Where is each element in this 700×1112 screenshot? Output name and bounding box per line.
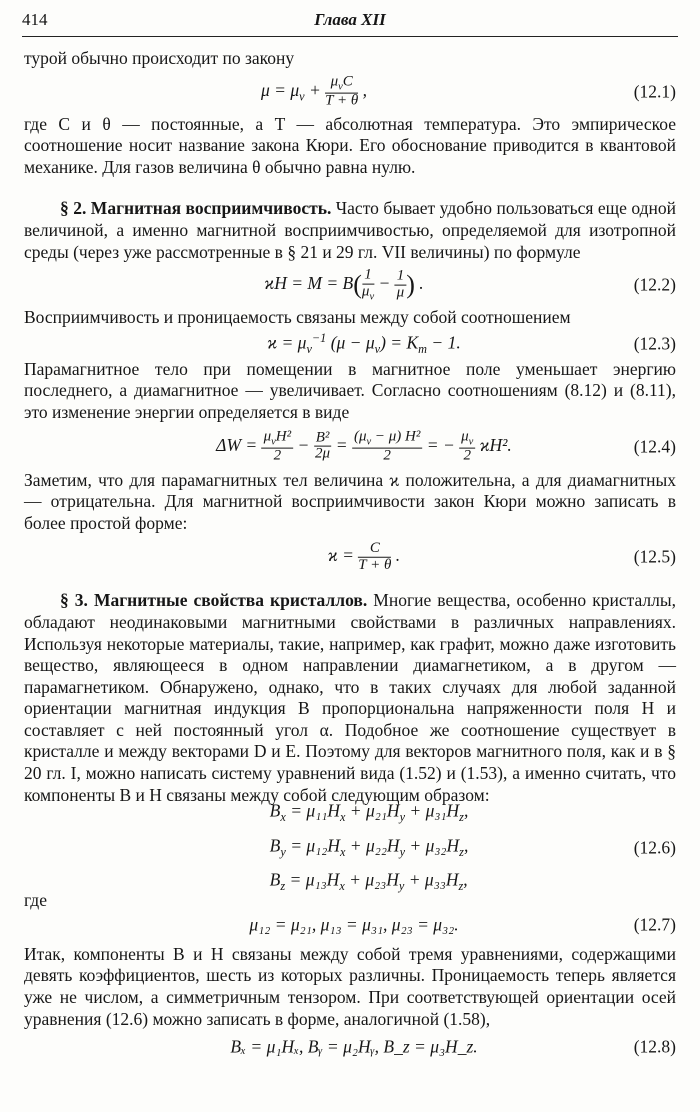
paragraph: турой обычно происходит по закону: [24, 48, 295, 68]
equation-line: $B_y = \mu_{12}H_x + \mu_{22}H_y + \mu_{32}H_z$,: [269, 835, 469, 859]
equation-formula: μ₁₂ = μ₂₁, μ₁₃ = μ₃₁, μ₂₃ = μ₃₂.: [249, 914, 459, 935]
equation-formula: ϰH = M = B( $\frac{1}{\mu_v}$ − $\frac{1}{\mu}$ ) .: [264, 266, 424, 303]
page-number: 414: [22, 10, 48, 29]
paragraph: Парамагнитное тело при помещении в магнитное поле уменьшает энергию последнего, а диамагнитное — увеличивает. Согласно соотношениям (8.12) и (8.11), это изменение энергии определяется в виде: [24, 358, 676, 422]
section-heading: § 2. Магнитная восприимчивость.: [60, 198, 332, 219]
section-3-paragraph: § 3. Магнитные свойства кристаллов. Многие вещества, особенно кристаллы, обладают неодинаковыми магнитными свойствами в различных направлениях. Используя некоторые материалы, такие, например, как графит, можно даже изготовить вещество, являющееся в одном направлении диамагнетиком, а в другом — парамагнетиком. Обнаружено, однако, что в таких случаях для любой заданной ориентации магнитная индукция B пропорциональна напряженности поля H и составляет с ней постоянный угол α. Подобное же соотношение существует в кристалле и между векторами D и E. Поэтому для векторов магнитного поля, как и в § 20 гл. I, можно написать систему уравнений вида (1.52) и (1.53), а именно считать, что компоненты B и H связаны между собой следующим образом:: [24, 590, 676, 805]
equation-formula: $\mu = \mu_v$ + $\frac{\mu_vC}{T + \theta}$ ,: [261, 73, 367, 109]
equation-12-7: [24, 912, 676, 938]
equation-12-2: [24, 263, 676, 307]
equation-number: (12.2): [633, 274, 676, 295]
equation-12-4: [24, 424, 676, 470]
equation-number: (12.8): [633, 1036, 676, 1057]
equation-number: (12.1): [633, 81, 676, 102]
paragraph: Итак, компоненты B и H связаны между собой тремя уравнениями, содержащими девять коэффициентов, шесть из которых различны. Проницаемость теперь является уже не числом, а симметричным тензором. При соответствующей ориентации осей уравнения (12.6) можно записать в форме, аналогичной (1.58),: [24, 943, 676, 1029]
equation-line: $B_z = \mu_{13}H_x + \mu_{23}H_y + \mu_{33}H_z$,: [269, 869, 468, 893]
section-2-paragraph: § 2. Магнитная восприимчивость. Часто бывает удобно пользоваться еще одной величиной, а именно магнитной восприимчивостью, определяемой для изотропной среды (через уже рассмотренные в § 21 и 29 гл. VII величины) по формуле: [24, 198, 676, 262]
equation-12-3: [24, 329, 676, 359]
equation-line: $B_x = \mu_{11}H_x + \mu_{21}H_y + \mu_{31}H_z$,: [269, 800, 469, 824]
equation-12-6: [24, 800, 676, 893]
equation-formula: Bₓ = μ₁Hₓ, Bᵧ = μ₂Hᵧ, B_z = μ₃H_z.: [230, 1036, 478, 1057]
paragraph: где: [24, 890, 47, 911]
paragraph: Восприимчивость и проницаемость связаны между собой соотношением: [24, 307, 571, 328]
equation-12-8: [24, 1030, 676, 1064]
equation-number: (12.3): [633, 333, 676, 354]
section-heading: § 3. Магнитные свойства кристаллов.: [60, 590, 368, 611]
page-body: [24, 48, 676, 1064]
equation-formula: ϰ = $\frac{C}{T + \theta}$ .: [327, 540, 401, 573]
equation-number: (12.6): [633, 837, 676, 858]
equation-number: (12.7): [633, 914, 676, 935]
equation-12-5: [24, 534, 676, 580]
equation-formula: ΔW = $\frac{\mu_vH^2}{2}$ − $\frac{\text{B²}}{2\mu}$ = $\frac{(\mu_v - \mu) H^2}{2}$ = − $\frac{\mu_v}{2}$ ϰH².: [216, 428, 512, 464]
equation-system: [270, 797, 469, 901]
running-header: [22, 6, 678, 37]
equation-number: (12.5): [633, 546, 676, 567]
equation-12-1: [24, 70, 676, 114]
equation-formula: $ϰ = \mu_v^{-1}$ $(\mu - \mu_v) = K_m - 1$.: [267, 330, 461, 356]
paragraph: где C и θ — постоянные, а T — абсолютная температура. Это эмпирическое соотношение носит название закона Кюри. Его обоснование приводится в квантовой механике. Для газов величина θ обычно равна нулю.: [24, 113, 676, 177]
paragraph: Заметим, что для парамагнитных тел величина ϰ положительна, а для диамагнитных — отрицательна. Для магнитной восприимчивости закон Кюри можно записать в более простой форме:: [24, 469, 676, 533]
equation-number: (12.4): [633, 436, 676, 457]
chapter-title: Глава XII: [314, 10, 386, 29]
